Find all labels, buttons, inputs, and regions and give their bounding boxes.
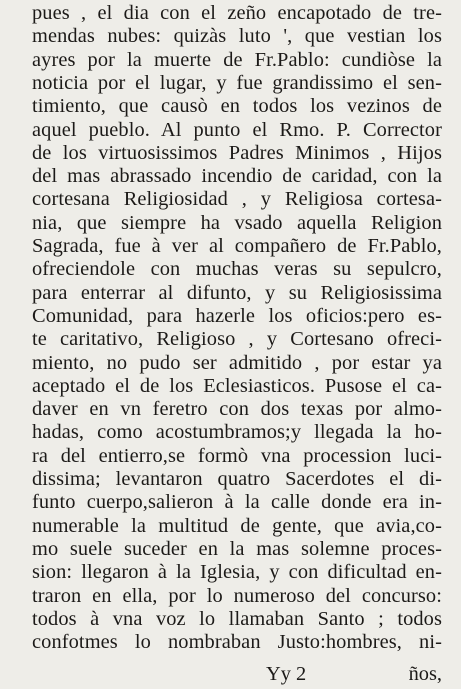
text-line: mo suele suceder en la mas solemne proces- (32, 537, 442, 560)
text-line: para enterrar al difunto, y su Religiosissima (32, 281, 442, 304)
text-line: aceptado el de los Eclesiasticos. Pusose el ca- (32, 374, 442, 397)
text-line: te caritativo, Religioso , y Cortesano ofreci- (32, 328, 442, 351)
text-line: aquel pueblo. Al punto el Rmo. P. Corrector (32, 118, 442, 141)
signature-mark: Yy 2 (266, 663, 307, 685)
text-line: del mas abrassado incendio de caridad, con la (32, 165, 442, 188)
text-line: hadas, como acostumbramos;y llegada la ho- (32, 421, 442, 444)
text-line: timiento, que causò en todos los vezinos de (32, 95, 442, 118)
text-line: Sagrada, fue à ver al compañero de Fr.Pablo, (32, 235, 442, 257)
text-line: pues , el dia con el zeño encapotado de tre- (32, 2, 442, 24)
text-line: funto cuerpo,salieron à la calle donde era in- (32, 491, 442, 514)
text-line: todos à vna voz lo llamaban Santo ; todos (32, 607, 442, 630)
text-line: confotmes lo nombraban Justo:hombres, ni- (32, 631, 442, 654)
page-footer (0, 661, 461, 687)
text-line: mendas nubes: quizàs luto ', que vestian los (32, 25, 442, 48)
text-line: dissima; levantaron quatro Sacerdotes el di- (32, 468, 442, 490)
text-line: ra del entierro,se formò vna procession luci- (32, 444, 442, 467)
text-line: traron en ella, por lo numeroso del concurso: (32, 584, 442, 607)
text-line: cortesana Religiosidad , y Religiosa cortesa- (32, 188, 442, 211)
text-line: ofreciendole con muchas veras su sepulcro, (32, 258, 442, 281)
catchword: ños, (408, 663, 442, 685)
text-line: noticia por el lugar, y fue grandissimo el sen- (32, 71, 442, 94)
text-line: sion: llegaron à la Iglesia, y con dificultad en- (32, 561, 442, 584)
text-line: miento, no pudo ser admitido , por estar ya (32, 351, 442, 374)
text-line: numerable la multitud de gente, que avia,co- (32, 514, 442, 537)
text-line: nia, que siempre ha vsado aquella Religion (32, 211, 442, 234)
text-line: ayres por la muerte de Fr.Pablo: cundiòse la (32, 48, 442, 71)
text-line: Comunidad, para hazerle los oficios:pero es- (32, 304, 442, 327)
text-line: daver en vn feretro con dos texas por almo- (32, 398, 442, 421)
text-line: de los virtuosissimos Padres Minimos , Hijos (32, 141, 442, 164)
